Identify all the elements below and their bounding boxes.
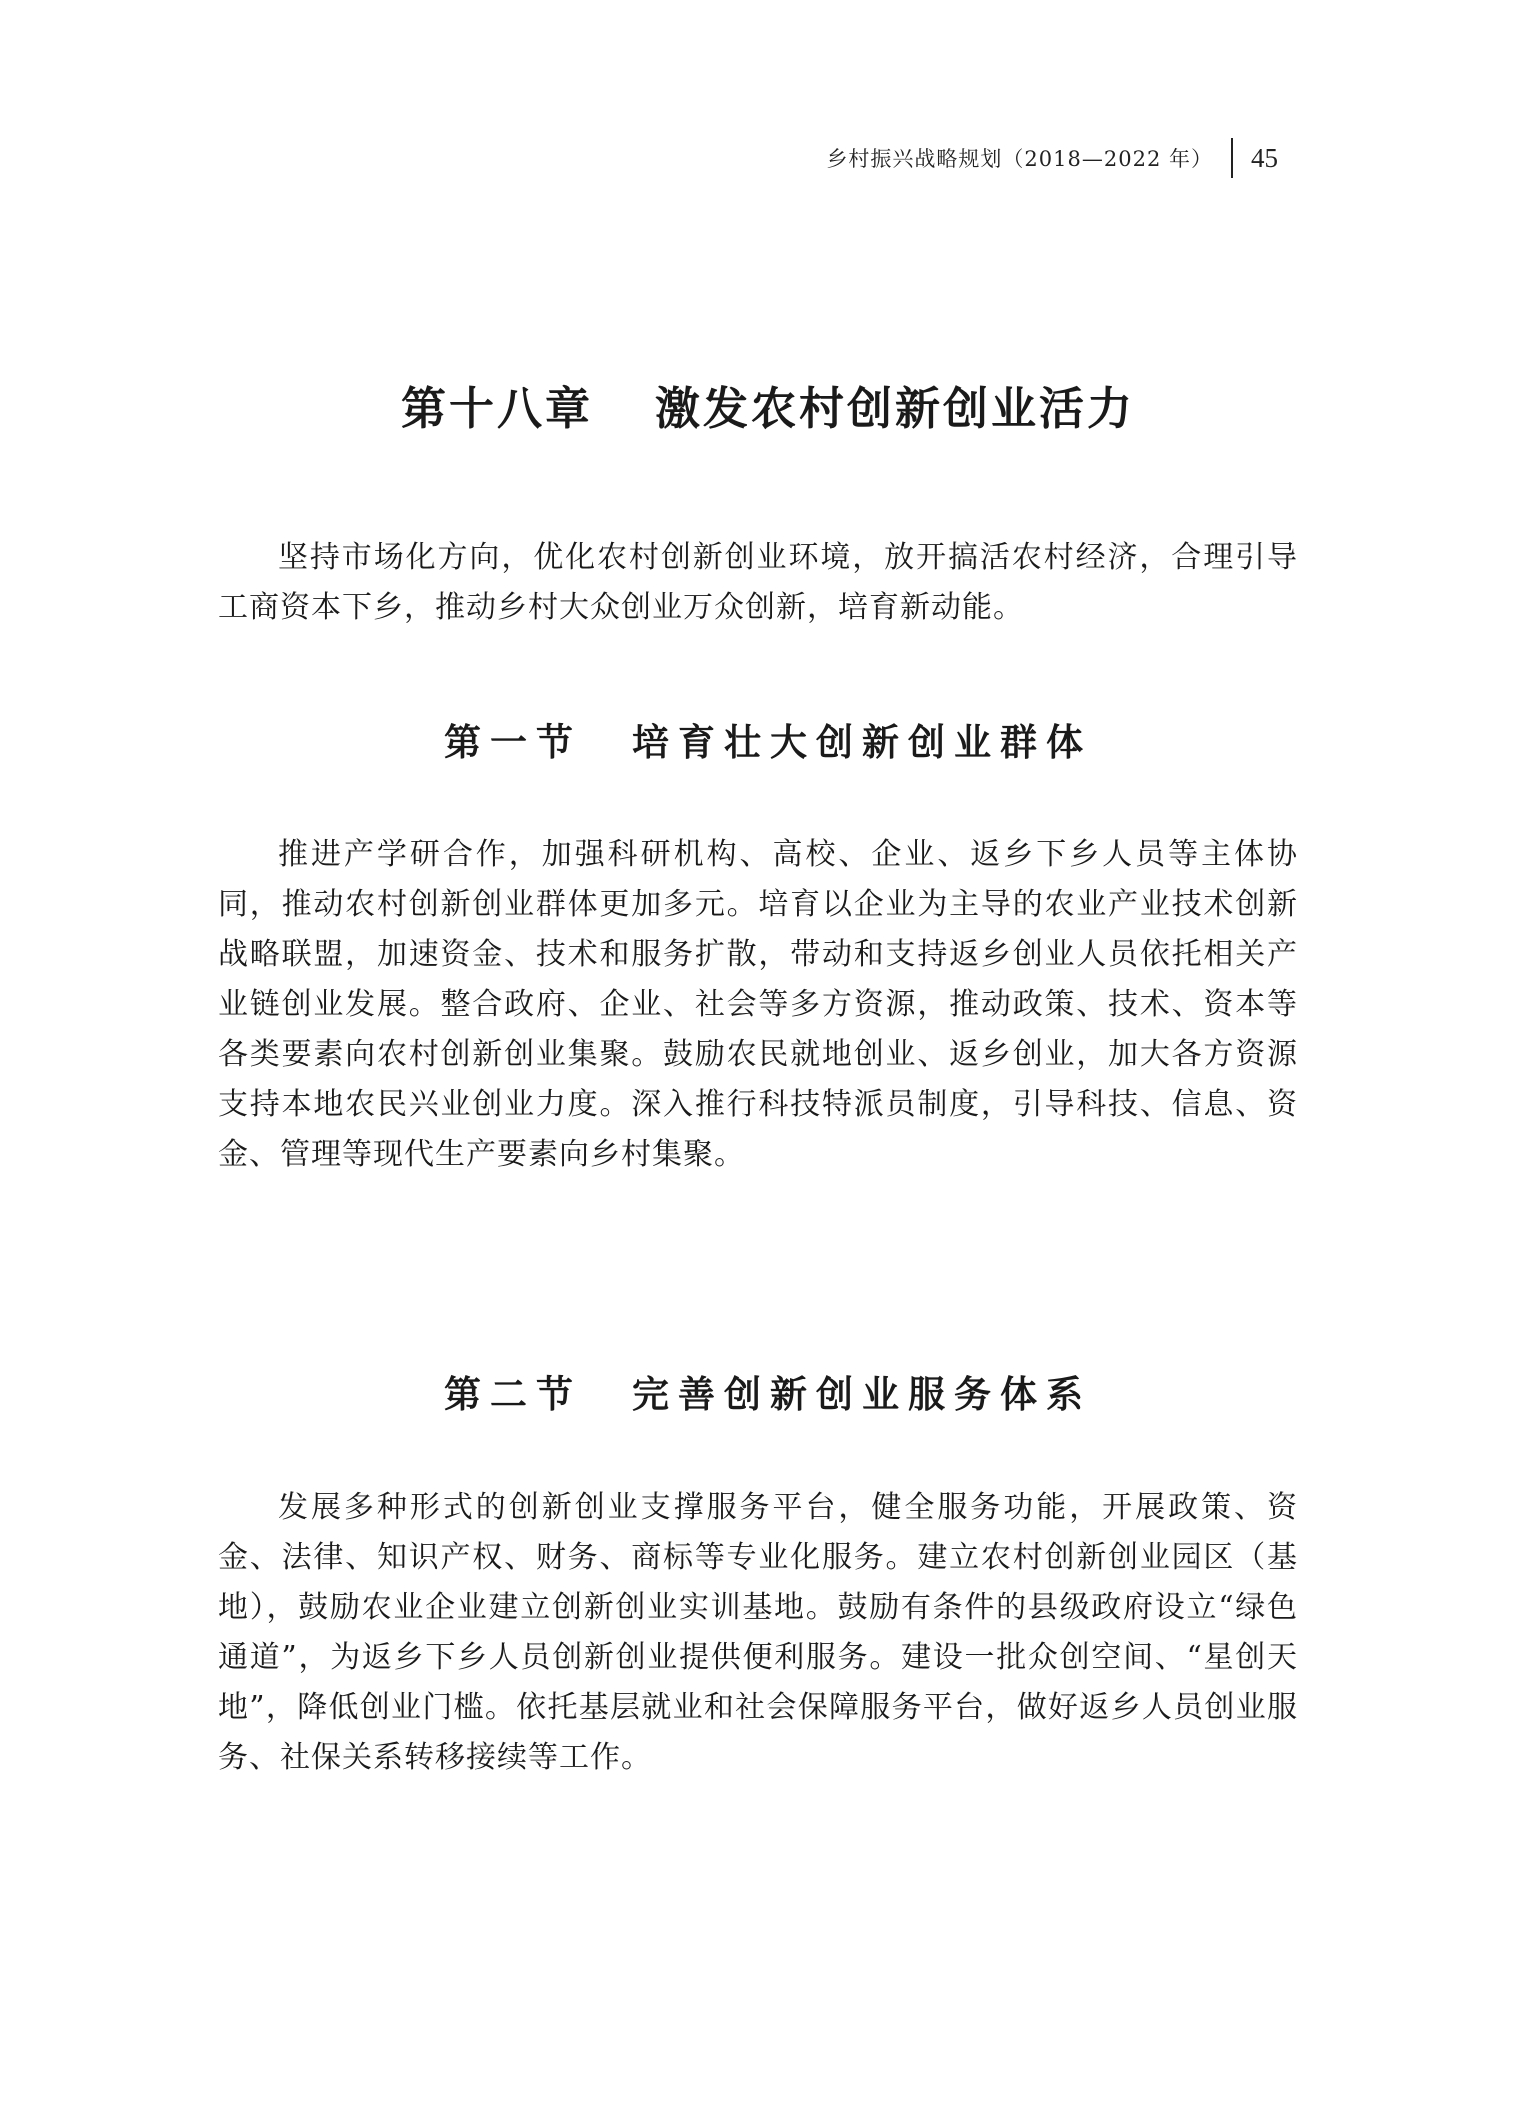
- section-2-paragraph: 发展多种形式的创新创业支撑服务平台，健全服务功能，开展政策、资金、法律、知识产权、财务、商标等专业化服务。建立农村创新创业园区（基地），鼓励农业企业建立创新创业实训基地。鼓励有条件的县级政府设立“绿色通道”，为返乡下乡人员创新创业提供便利服务。建设一批众创空间、“星创天地”，降低创业门槛。依托基层就业和社会保障服务平台，做好返乡人员创业服务、社保关系转移接续等工作。: [218, 1490, 1298, 1775]
- section-number: 第一节: [444, 720, 582, 764]
- chapter-number: 第十八章: [400, 382, 593, 435]
- header-divider: [1231, 138, 1233, 178]
- chapter-heading: [0, 372, 1536, 437]
- running-header: [826, 138, 1278, 178]
- section-title: 培育壮大创新创业群体: [632, 720, 1092, 764]
- chapter-intro-paragraph: 坚持市场化方向，优化农村创新创业环境，放开搞活农村经济，合理引导工商资本下乡，推动乡村大众创业万众创新，培育新动能。: [218, 540, 1298, 625]
- section-heading-2: [0, 1364, 1536, 1418]
- section-1-paragraph: 推进产学研合作，加强科研机构、高校、企业、返乡下乡人员等主体协同，推动农村创新创业群体更加多元。培育以企业为主导的农业产业技术创新战略联盟，加速资金、技术和服务扩散，带动和支持返乡创业人员依托相关产业链创业发展。整合政府、企业、社会等多方资源，推动政策、技术、资本等各类要素向农村创新创业集聚。鼓励农民就地创业、返乡创业，加大各方资源支持本地农民兴业创业力度。深入推行科技特派员制度，引导科技、信息、资金、管理等现代生产要素向乡村集聚。: [218, 837, 1298, 1172]
- section-title: 完善创新创业服务体系: [632, 1372, 1092, 1416]
- chapter-title: 激发农村创新创业活力: [655, 382, 1136, 435]
- page-number: 45: [1251, 142, 1278, 173]
- book-title: 乡村振兴战略规划（2018—2022 年）: [826, 147, 1213, 171]
- section-heading-1: [0, 712, 1536, 766]
- section-number: 第二节: [444, 1372, 582, 1416]
